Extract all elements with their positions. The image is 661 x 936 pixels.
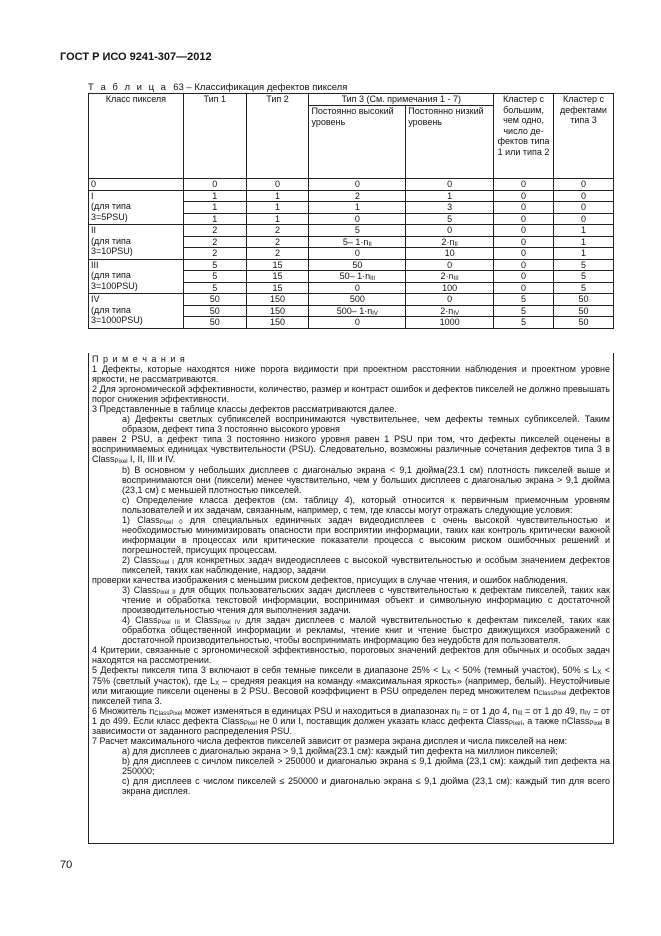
table-caption bbox=[88, 82, 347, 93]
note-3c-1 bbox=[92, 515, 610, 555]
note-3c: c) Определение класса дефектов (см. таблицу 4), который относится к первичным приемочным уровням пользователей и их задачам, связанным, например, с тем, где классы могут отражать следующие условия: bbox=[122, 494, 610, 515]
note-3c-2 bbox=[92, 555, 610, 575]
note-3b: b) В основном у небольших дисплеев с диагональю экрана < 9,1 дюйма(23.1 см) плотность пикселей выше и воспринимаются они (пиксели) менее чувствительно, чем у больших дисплеев с диагональю экрана > 9,1 дюйма (23,1 см) с меньшей плотностью пикселей. bbox=[122, 464, 610, 495]
table-row bbox=[89, 190, 614, 202]
note-7a: а) для дисплеев с диагональю экрана > 9,1 дюйма(23.1 см): каждый тип дефекта на миллион пикселей; bbox=[122, 745, 558, 756]
cell: 0 bbox=[494, 282, 554, 294]
cell: 5 bbox=[554, 259, 614, 271]
note-3: 3 Представленные в таблице классы дефектов рассматриваются далее. bbox=[92, 404, 397, 415]
cell: 5 bbox=[554, 282, 614, 294]
note-3c-4 bbox=[92, 615, 610, 645]
caption-title: 63 – Классификация дефектов пикселя bbox=[173, 82, 348, 93]
note-3a-1: а) Дефекты светлых субпикселей воспринимаются чувствительнее, чем дефекты темных субпикселей. Таким образом, дефект типа 3 постоянно высокого уровня bbox=[122, 414, 610, 435]
table-row bbox=[89, 179, 614, 191]
text: для общих пользовательских задач дисплеев с чувствительностью к дефектам пикселей, таких как чтение и обработка текстовой информации, воспринимая объект и символьную информацию с достаточной производительностью чтения для выполнения задачи. bbox=[122, 585, 610, 616]
class-label: IV bbox=[91, 294, 100, 304]
cell-value: 50– 1·n bbox=[339, 271, 371, 281]
note-4: 4 Критерии, связанные с эргономической эффективностью, пороговых значений дефектов для обычных и особых задач находятся на рассмотрении. bbox=[92, 645, 610, 666]
cell: 5 bbox=[183, 259, 246, 271]
cell: 150 bbox=[246, 294, 309, 306]
note-6 bbox=[92, 706, 610, 736]
cell: 1 bbox=[554, 225, 614, 237]
cell: 2 bbox=[246, 225, 309, 237]
class-label: 3=5PSU) bbox=[91, 211, 128, 222]
cell: 0 bbox=[309, 248, 406, 260]
cell-sub: III bbox=[453, 276, 459, 282]
class-cell bbox=[89, 294, 184, 329]
sub: Pixel I bbox=[156, 559, 174, 566]
sub: II bbox=[456, 710, 460, 717]
cell: 0 bbox=[183, 179, 246, 191]
page-number: 70 bbox=[60, 859, 73, 871]
cell: 0 bbox=[309, 317, 406, 329]
document-header: ГОСТ Р ИСО 9241-307—2012 bbox=[60, 51, 212, 63]
cell: 1 bbox=[554, 236, 614, 248]
text: 3) Class bbox=[122, 585, 157, 596]
cell: 15 bbox=[246, 271, 309, 283]
header-type2: Тип 2 bbox=[246, 94, 309, 179]
text: < 75% (светлый участок), где L bbox=[92, 665, 610, 686]
class-label: (для типа bbox=[91, 270, 131, 280]
cell: 15 bbox=[246, 282, 309, 294]
note-5: 5 Дефекты пикселя типа 3 включают в себя темные пиксели в диапазоне $25\% < L_X < 50\%$ (темный участок), $50\% \le L_X < 75\%$ (светлый участок), где $L_X$ – средняя реакция на команду «максимальная яркость» (например, белый). Неустойчивые или мигающие пиксели оценены в 2 PSU. Весовой коэффициент в PSU определен перед множителем $n_{ClassPixel}$ дефектов пикселей типа 3. bbox=[92, 665, 611, 706]
cell: 1 bbox=[406, 190, 494, 202]
cell: 10 bbox=[406, 248, 494, 260]
table-row bbox=[89, 294, 614, 306]
note-2: 2 Для эргономической эффективности, количество, размер и контраст ошибок и дефектов пикселей не должно превышать порог снижения эффективности. bbox=[92, 384, 610, 405]
header-type1: Тип 1 bbox=[183, 94, 246, 179]
cell: 0 bbox=[554, 190, 614, 202]
text: , а также nClass bbox=[521, 715, 590, 726]
caption-prefix: Т а б л и ц а bbox=[88, 82, 168, 93]
sub: Pixel bbox=[508, 720, 522, 727]
table-notes bbox=[88, 353, 614, 844]
text: для конкретных задач видеодисплеев с высокой чувствительностью и особым значением дефектов пикселей, таких как наблюдение, надзор, задачи bbox=[122, 554, 610, 575]
cell: 5 bbox=[183, 282, 246, 294]
text: 4) Class bbox=[122, 615, 158, 626]
cell: 2 bbox=[183, 248, 246, 260]
cell: 5 bbox=[309, 225, 406, 237]
defect-table bbox=[88, 93, 614, 329]
cell: 0 bbox=[309, 179, 406, 191]
cell: 0 bbox=[406, 259, 494, 271]
cell: 5 bbox=[494, 294, 554, 306]
cell: 50 bbox=[309, 259, 406, 271]
cell: 0 bbox=[406, 294, 494, 306]
cell: 1 bbox=[246, 213, 309, 225]
cell: 0 bbox=[406, 225, 494, 237]
text: может изменяться в единицах PSU и находиться в диапазонах n bbox=[182, 705, 457, 716]
cell bbox=[406, 236, 494, 248]
text: 1) Class bbox=[122, 514, 160, 525]
cell: 2 bbox=[246, 236, 309, 248]
cell: 2 bbox=[183, 236, 246, 248]
class-label: 3=100PSU) bbox=[91, 280, 138, 291]
text: = от 1 до 49, n bbox=[522, 705, 585, 716]
text: = от 1 до 499. Если класс дефекта Class bbox=[92, 705, 610, 726]
class-cell: 0 bbox=[89, 179, 184, 191]
note-7b: b) для дисплеев с сичлом пикселей > 250000 и диагональю экрана ≤ 9,1 дюйма (23,1 см): каждый тип дефекта на 250000; bbox=[122, 755, 610, 776]
cell bbox=[309, 305, 406, 317]
cell-sub: II bbox=[454, 241, 458, 248]
cell: 50 bbox=[183, 294, 246, 306]
table-row bbox=[89, 225, 614, 237]
sub: Pixel IV bbox=[217, 620, 241, 627]
cell-value: 2·n bbox=[441, 236, 455, 247]
cell: 2 bbox=[309, 190, 406, 202]
text: 5 Дефекты пикселя типа 3 включают в себя темные пиксели в диапазоне 25% < L bbox=[92, 665, 447, 676]
class-label: I bbox=[91, 190, 94, 201]
sub: ClassPixel bbox=[538, 690, 567, 697]
cell-value: 2·n bbox=[440, 271, 454, 281]
sub: Pixel III bbox=[157, 620, 180, 627]
note-7c: c) для дисплеев с числом пикселей ≤ 250000 и диагональю экрана ≤ 9,1 дюйма (23,1 см): каждый тип для всего экрана дисплея. bbox=[122, 775, 610, 797]
table-row bbox=[89, 259, 614, 271]
cell: 150 bbox=[246, 317, 309, 329]
cell: 2 bbox=[246, 248, 309, 260]
cell: 1000 bbox=[406, 317, 494, 329]
class-cell bbox=[89, 259, 184, 294]
cell: 0 bbox=[309, 282, 406, 294]
cell: 0 bbox=[494, 225, 554, 237]
sub: Pixel bbox=[589, 720, 603, 727]
cell: 0 bbox=[246, 179, 309, 191]
cell: 2 bbox=[183, 225, 246, 237]
class-label: 3=1000PSU) bbox=[91, 315, 143, 325]
cell bbox=[309, 271, 406, 283]
class-cell bbox=[89, 190, 184, 225]
class-label: (для типа bbox=[91, 235, 131, 246]
header-type3-low: Постоянно низкий уровень bbox=[406, 106, 494, 179]
header-cluster12: Кластер с большим, чем одно, число дефектов типа 1 или типа 2 bbox=[494, 94, 554, 179]
class-label: III bbox=[91, 259, 99, 270]
cell: 0 bbox=[554, 202, 614, 214]
table-header-row bbox=[89, 94, 614, 106]
cell bbox=[406, 305, 494, 317]
cell: 1 bbox=[309, 202, 406, 214]
sub: IV bbox=[584, 710, 591, 717]
note-1: 1 Дефекты, которые находятся ниже порога видимости при проектном расстоянии наблюдения и проектном уровне яркости, не рассматриваются. bbox=[92, 364, 610, 385]
sub: III bbox=[517, 710, 523, 717]
text: < 50% (темный участок), 50% ≤ L bbox=[450, 665, 598, 676]
cell-sub: IV bbox=[453, 310, 459, 317]
cell-sub: II bbox=[368, 241, 372, 248]
cell-sub: IV bbox=[372, 310, 378, 317]
header-class: Класс пикселя bbox=[89, 94, 184, 179]
text: дефектов пикселей типа 3. bbox=[92, 685, 611, 706]
cell-sub: III bbox=[370, 276, 376, 282]
note-3a-2 bbox=[92, 434, 610, 464]
class-label: (для типа bbox=[91, 201, 131, 211]
text: для специальных единичных задач видеодисплеев с очень высокой чувствительностью и необходимостью минимизировать опасности при восприятии информации, таких как контроль критически важной информации в процессах или критические показатели процесса с высоким риском ошибочных решений и погрешностей, присущих процессам. bbox=[122, 514, 611, 555]
cell: 150 bbox=[246, 305, 309, 317]
cell: 1 bbox=[183, 213, 246, 225]
cell: 1 bbox=[183, 202, 246, 214]
cell-value: 5– 1·n bbox=[342, 236, 369, 247]
cell: 0 bbox=[554, 179, 614, 191]
cell: 3 bbox=[406, 202, 494, 214]
cell: 5 bbox=[406, 213, 494, 225]
text: и Class bbox=[179, 615, 218, 626]
cell bbox=[406, 271, 494, 283]
cell: 1 bbox=[246, 190, 309, 202]
cell: 0 bbox=[494, 248, 554, 260]
cell: 0 bbox=[494, 259, 554, 271]
cell: 50 bbox=[183, 305, 246, 317]
cell: 0 bbox=[494, 202, 554, 214]
text: I, II, III и IV. bbox=[127, 454, 176, 465]
cell: 5 bbox=[183, 271, 246, 283]
cell: 0 bbox=[494, 190, 554, 202]
cell bbox=[309, 236, 406, 248]
class-cell bbox=[89, 225, 184, 260]
sub: ClassPixel bbox=[154, 710, 183, 717]
text: 2) Class bbox=[122, 554, 157, 565]
cell: 100 bbox=[406, 282, 494, 294]
cell: 1 bbox=[554, 248, 614, 260]
cell: 0 bbox=[554, 213, 614, 225]
sub: Pixel II bbox=[156, 590, 176, 597]
text: в зависимости от заданного распределения PSU. bbox=[92, 715, 610, 736]
text: равен 2 PSU, а дефект типа 3 постоянно низкого уровня равен 1 PSU при том, что дефекты пикселей оценены в воспринимаемых единицах чувствительности (PSU). Следовательно, возможны различные сочетания дефектов типа 3 в Class bbox=[92, 434, 610, 465]
cell-value: 500– 1·n bbox=[336, 305, 373, 316]
text: – средняя реакция на команду «максимальная яркость» (например, белый). Неустойчивые или мигающие пиксели оценены в 2 PSU. Весовой коэффициент в PSU определен перед множителем n bbox=[92, 675, 610, 696]
cell: 5 bbox=[494, 317, 554, 329]
cell: 0 bbox=[494, 271, 554, 283]
cell: 50 bbox=[554, 294, 614, 306]
header-cluster3: Кластер с дефектами типа 3 bbox=[554, 94, 614, 179]
cell-value: 2·n bbox=[440, 305, 454, 316]
sub: Pixel bbox=[114, 459, 128, 466]
sub: Pixel bbox=[243, 720, 257, 727]
note-3c-2-cont: проверки качества изображения с меньшим риском дефектов, присущих в случае чтения, и ошибок наблюдения. bbox=[92, 575, 568, 586]
class-label: 3=10PSU) bbox=[91, 246, 133, 256]
cell: 50 bbox=[554, 317, 614, 329]
cell: 0 bbox=[494, 179, 554, 191]
cell: 5 bbox=[554, 271, 614, 283]
class-label: (для типа bbox=[91, 304, 131, 315]
header-type3-high: Постоянно высокий уровень bbox=[309, 106, 406, 179]
cell: 0 bbox=[494, 213, 554, 225]
cell: 0 bbox=[406, 179, 494, 191]
cell: 0 bbox=[494, 236, 554, 248]
cell: 15 bbox=[246, 259, 309, 271]
text: 6 Множитель n bbox=[92, 705, 155, 716]
text: = от 1 до 4, n bbox=[459, 705, 518, 716]
cell: 50 bbox=[554, 305, 614, 317]
header-type3: Тип 3 (См. примечания 1 - 7) bbox=[309, 94, 494, 106]
class-label: II bbox=[91, 225, 97, 235]
cell: 0 bbox=[309, 213, 406, 225]
text: для задач дисплеев с малой чувствительностью к дефектам пикселей, таких как обработка общественной информации и рекламы, чтение книг и чтение быстро движущихся изображений с достаточной производительностью, чтобы воспринимать информацию без неудобств для пользователя. bbox=[122, 615, 610, 646]
cell: 1 bbox=[183, 190, 246, 202]
cell: 500 bbox=[309, 294, 406, 306]
sub: Pixel 0 bbox=[159, 519, 183, 526]
cell: 5 bbox=[494, 305, 554, 317]
notes-heading: П р и м е ч а н и я bbox=[92, 354, 186, 364]
note-3c-3 bbox=[92, 585, 610, 615]
cell: 1 bbox=[246, 202, 309, 214]
text: не 0 или I, поставщик должен указать класс дефекта Class bbox=[256, 715, 509, 726]
cell: 50 bbox=[183, 317, 246, 329]
note-7: 7 Расчет максимального числа дефектов пикселей зависит от размера экрана дисплея и числа пикселей на нем: bbox=[92, 735, 568, 746]
